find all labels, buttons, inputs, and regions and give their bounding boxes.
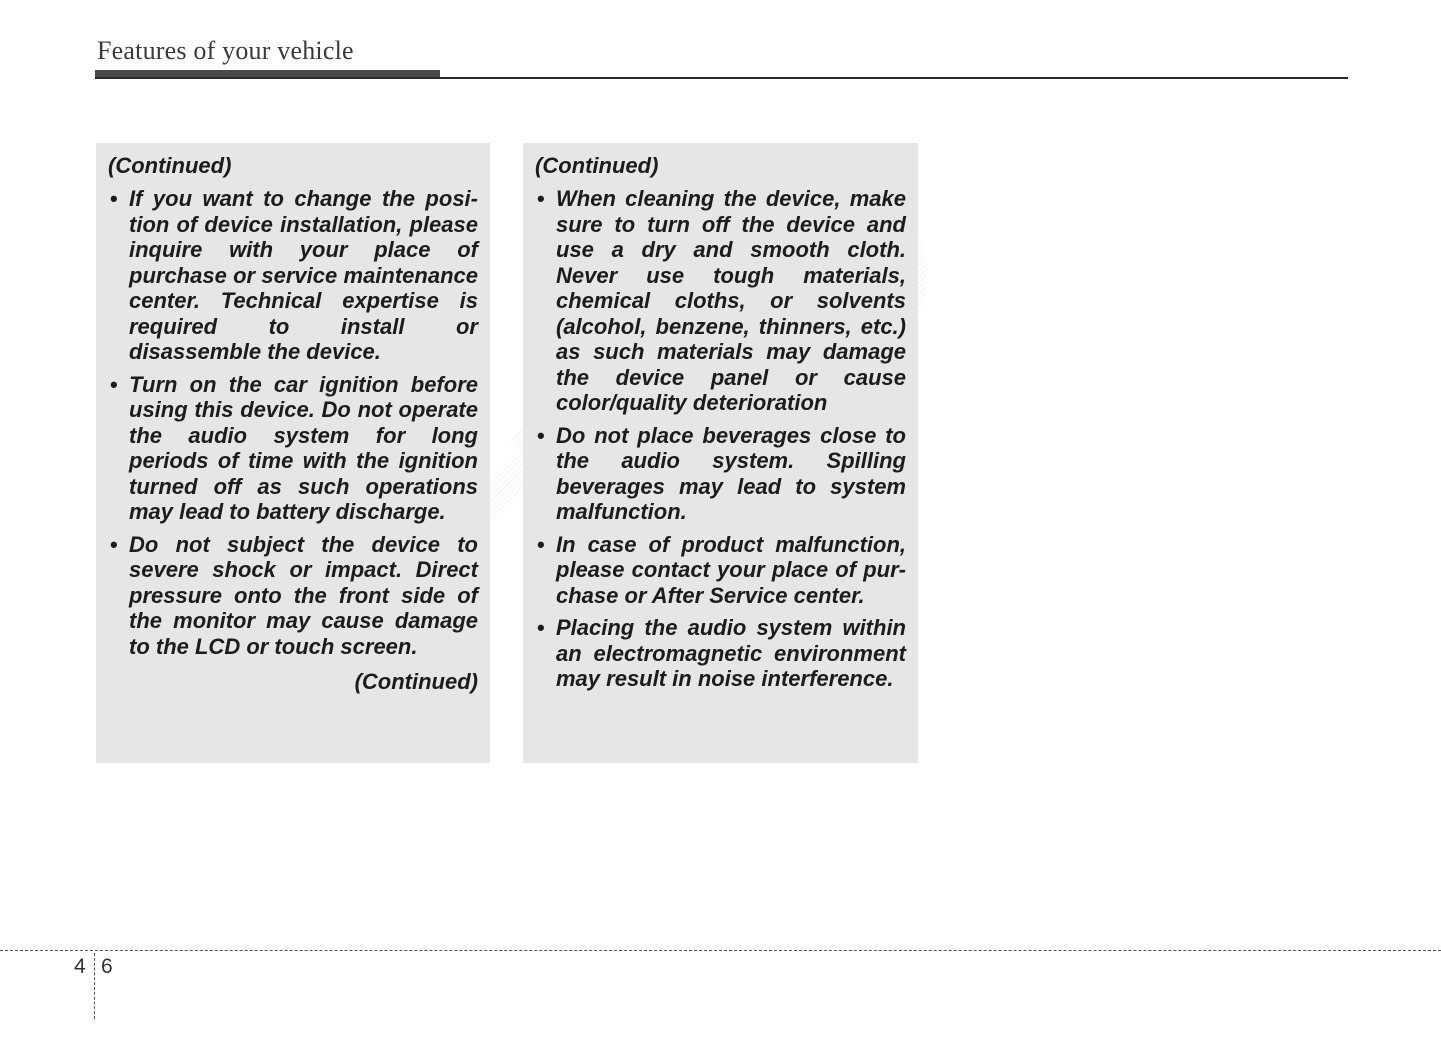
page-number: 6 (101, 955, 113, 978)
caution-list-right (535, 186, 906, 692)
bullet-icon: • (537, 186, 545, 211)
list-item: • Placing the audio system within an electromagnetic environment may result in noise interference. (537, 615, 906, 691)
list-item: • In case of product malfunction, please contact your place of purchase or After Service center. (537, 531, 906, 608)
bullet-icon: • (537, 531, 545, 557)
caution-list-left (108, 186, 478, 659)
list-item: • If you want to change the position of device installation, please inquire with your place of purchase or service maintenance center. Technical expertise is required to install or disassemble the device. (110, 186, 478, 364)
footer-divider (0, 950, 1441, 951)
bullet-icon: • (110, 186, 118, 211)
bullet-icon: • (537, 615, 545, 640)
header-divider (95, 77, 1348, 79)
caution-panel-left (96, 143, 490, 763)
list-item: • Turn on the car ignition before using this device. Do not operate the audio system for long periods of time with the ignition turned off as such operations may lead to battery discharge. (110, 371, 478, 524)
list-item: • When cleaning the device, make sure to turn off the device and use a dry and smooth cloth. Never use tough materials, chemical cloths, or solvents (alcohol, benzene, thinners, etc.) as such materials may damage the device panel or cause color/quality deterioration (537, 186, 906, 415)
caution-panel-right (523, 143, 918, 763)
continued-label-top: (Continued) (535, 153, 659, 178)
page-header-title: Features of your vehicle (97, 36, 354, 65)
list-item: • Do not place beverages close to the audio system. Spilling beverages may lead to system malfunction. (537, 422, 906, 524)
list-item: • Do not subject the device to severe shock or impact. Direct pressure onto the front side of the monitor may cause damage to the LCD or touch screen. (110, 531, 478, 659)
continued-label-top: (Continued) (108, 153, 232, 178)
bullet-icon: • (110, 371, 118, 397)
page-chapter-number: 4 (74, 955, 86, 978)
bullet-icon: • (110, 531, 118, 557)
bullet-icon: • (537, 422, 545, 448)
continued-label-bottom: (Continued) (354, 669, 478, 694)
footer-vertical-divider (94, 953, 95, 1019)
